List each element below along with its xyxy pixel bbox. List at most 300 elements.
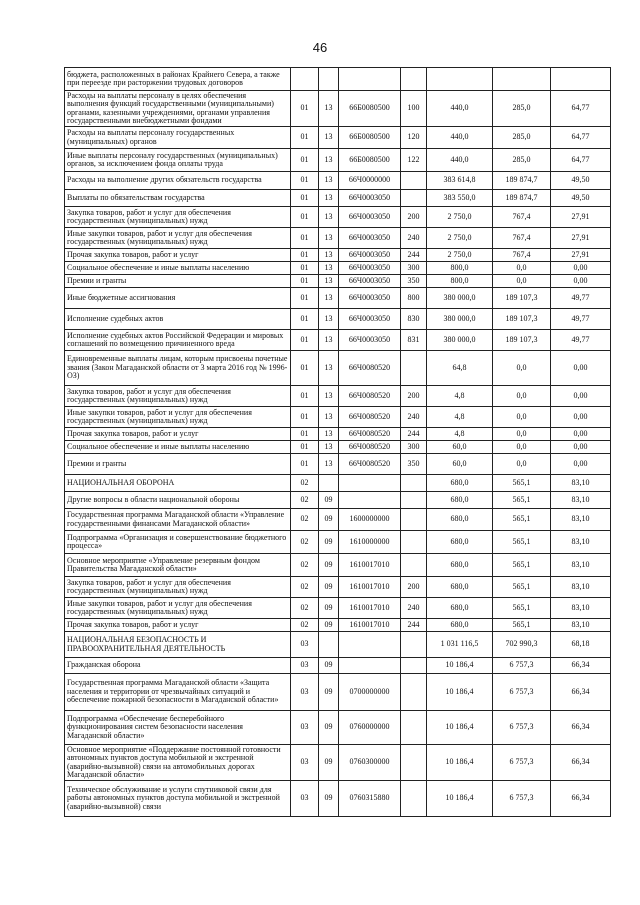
row-section: 01 [291, 428, 319, 441]
row-percent: 66,34 [551, 658, 611, 674]
row-section: 01 [291, 190, 319, 207]
table-row [65, 190, 611, 207]
row-target-code: 66Ч0080520 [339, 407, 401, 428]
row-expense-type [401, 745, 427, 781]
row-executed: 0,0 [493, 386, 551, 407]
row-target-code [339, 632, 401, 658]
row-name: Расходы на выполнение других обязательств государства [65, 172, 291, 190]
row-name: бюджета, расположенных в районах Крайнего Севера, а также при переезде при расторжении трудовых договоров [65, 68, 291, 91]
row-executed: 189 874,7 [493, 190, 551, 207]
row-expense-type [401, 190, 427, 207]
row-expense-type [401, 172, 427, 190]
row-subsection: 13 [319, 428, 339, 441]
row-section: 02 [291, 577, 319, 598]
table-row [65, 309, 611, 330]
row-subsection: 13 [319, 127, 339, 149]
row-target-code: 0760300000 [339, 745, 401, 781]
row-expense-type: 240 [401, 598, 427, 619]
row-name: Социальное обеспечение и иные выплаты населению [65, 262, 291, 275]
row-expense-type: 350 [401, 454, 427, 475]
row-subsection: 13 [319, 288, 339, 309]
row-target-code: 66Ч0080520 [339, 441, 401, 454]
row-expense-type: 831 [401, 330, 427, 351]
row-name: Гражданская оборона [65, 658, 291, 674]
row-expense-type [401, 632, 427, 658]
row-subsection: 13 [319, 228, 339, 249]
row-name: Иные закупки товаров, работ и услуг для обеспечения государственных (муниципальных) нужд [65, 407, 291, 428]
row-expense-type: 244 [401, 619, 427, 632]
row-percent: 83,10 [551, 554, 611, 577]
row-subsection [319, 68, 339, 91]
row-expense-type [401, 475, 427, 492]
row-section: 01 [291, 172, 319, 190]
row-section: 02 [291, 598, 319, 619]
row-name: Расходы на выплаты персоналу государственных (муниципальных) органов [65, 127, 291, 149]
row-section: 01 [291, 149, 319, 172]
table-row [65, 492, 611, 509]
row-executed: 565,1 [493, 475, 551, 492]
row-target-code: 66Ч0003050 [339, 228, 401, 249]
row-target-code: 0700000000 [339, 674, 401, 711]
row-section: 01 [291, 441, 319, 454]
row-name: Государственная программа Магаданской области «Управление государственными финансами Магаданской области» [65, 509, 291, 531]
budget-table [64, 67, 611, 817]
table-row [65, 428, 611, 441]
row-subsection: 09 [319, 577, 339, 598]
row-target-code: 66Ч0003050 [339, 309, 401, 330]
row-target-code: 66Ч0003050 [339, 262, 401, 275]
row-percent: 83,10 [551, 577, 611, 598]
row-approved: 1 031 116,5 [427, 632, 493, 658]
row-approved: 2 750,0 [427, 228, 493, 249]
row-name: Социальное обеспечение и иные выплаты населению [65, 441, 291, 454]
row-subsection: 09 [319, 598, 339, 619]
row-name: Исполнение судебных актов Российской Федерации и мировых соглашений по возмещению причиненного вреда [65, 330, 291, 351]
row-section: 03 [291, 781, 319, 817]
row-expense-type [401, 554, 427, 577]
row-subsection: 13 [319, 207, 339, 228]
row-approved: 60,0 [427, 441, 493, 454]
row-subsection: 13 [319, 91, 339, 127]
row-executed: 285,0 [493, 127, 551, 149]
row-section: 01 [291, 91, 319, 127]
table-row [65, 149, 611, 172]
row-subsection: 13 [319, 454, 339, 475]
row-expense-type: 122 [401, 149, 427, 172]
row-name: Государственная программа Магаданской области «Защита населения и территории от чрезвычайных ситуаций и обеспечение пожарной безопасности в Магаданской области» [65, 674, 291, 711]
table-row [65, 781, 611, 817]
row-target-code: 1600000000 [339, 509, 401, 531]
row-percent: 66,34 [551, 674, 611, 711]
row-target-code: 66Ч0003050 [339, 288, 401, 309]
row-target-code: 66Ч0003050 [339, 330, 401, 351]
row-expense-type [401, 492, 427, 509]
row-expense-type: 240 [401, 407, 427, 428]
row-approved: 680,0 [427, 619, 493, 632]
table-row [65, 207, 611, 228]
row-executed: 702 990,3 [493, 632, 551, 658]
table-row [65, 658, 611, 674]
row-section: 01 [291, 351, 319, 386]
row-executed: 0,0 [493, 262, 551, 275]
table-row [65, 441, 611, 454]
row-subsection [319, 475, 339, 492]
row-percent: 0,00 [551, 351, 611, 386]
row-approved: 680,0 [427, 475, 493, 492]
row-name: Иные бюджетные ассигнования [65, 288, 291, 309]
row-executed: 565,1 [493, 598, 551, 619]
row-section: 03 [291, 632, 319, 658]
row-approved: 64,8 [427, 351, 493, 386]
row-expense-type [401, 781, 427, 817]
row-subsection: 09 [319, 554, 339, 577]
row-percent: 83,10 [551, 475, 611, 492]
row-approved: 383 614,8 [427, 172, 493, 190]
row-name: Выплаты по обязательствам государства [65, 190, 291, 207]
row-name: Прочая закупка товаров, работ и услуг [65, 428, 291, 441]
row-subsection: 13 [319, 190, 339, 207]
row-section: 02 [291, 619, 319, 632]
row-executed: 565,1 [493, 619, 551, 632]
row-expense-type: 100 [401, 91, 427, 127]
table-row [65, 228, 611, 249]
row-expense-type [401, 531, 427, 554]
row-section: 02 [291, 531, 319, 554]
row-subsection [319, 632, 339, 658]
row-executed: 6 757,3 [493, 658, 551, 674]
row-name: Единовременные выплаты лицам, которым присвоены почетные звания (Закон Магаданской области от 3 марта 2016 год № 1996-ОЗ) [65, 351, 291, 386]
row-name: Иные закупки товаров, работ и услуг для обеспечения государственных (муниципальных) нужд [65, 598, 291, 619]
table-row [65, 172, 611, 190]
row-percent: 83,10 [551, 509, 611, 531]
row-executed: 767,4 [493, 228, 551, 249]
row-percent: 64,77 [551, 149, 611, 172]
row-subsection: 13 [319, 441, 339, 454]
row-section: 03 [291, 711, 319, 745]
row-section: 01 [291, 228, 319, 249]
table-row [65, 275, 611, 288]
row-percent: 49,77 [551, 309, 611, 330]
row-subsection: 13 [319, 386, 339, 407]
row-executed: 565,1 [493, 531, 551, 554]
row-percent: 0,00 [551, 428, 611, 441]
table-row [65, 554, 611, 577]
row-name: Основное мероприятие «Поддержание постоянной готовности автономных пунктов доступа мобильной и экстренной (аварийно-вызывной) связи на автомобильных дорогах Магаданской области» [65, 745, 291, 781]
row-section [291, 68, 319, 91]
row-subsection: 09 [319, 509, 339, 531]
row-target-code [339, 658, 401, 674]
table-row [65, 577, 611, 598]
page-number: 46 [312, 40, 328, 55]
row-percent: 0,00 [551, 262, 611, 275]
row-percent: 83,10 [551, 619, 611, 632]
row-executed: 189 874,7 [493, 172, 551, 190]
table-row [65, 509, 611, 531]
row-executed: 6 757,3 [493, 711, 551, 745]
row-approved: 2 750,0 [427, 249, 493, 262]
row-section: 01 [291, 288, 319, 309]
row-percent: 68,18 [551, 632, 611, 658]
row-approved: 680,0 [427, 554, 493, 577]
row-executed: 6 757,3 [493, 745, 551, 781]
row-expense-type: 300 [401, 262, 427, 275]
row-name: Прочая закупка товаров, работ и услуг [65, 249, 291, 262]
row-approved: 10 186,4 [427, 711, 493, 745]
row-percent: 0,00 [551, 386, 611, 407]
row-percent: 0,00 [551, 441, 611, 454]
table-row [65, 632, 611, 658]
row-name: Закупка товаров, работ и услуг для обеспечения государственных (муниципальных) нужд [65, 386, 291, 407]
table-row [65, 127, 611, 149]
row-target-code: 66Ч0003050 [339, 190, 401, 207]
row-expense-type: 200 [401, 207, 427, 228]
row-target-code [339, 475, 401, 492]
table-row [65, 351, 611, 386]
row-name: Прочая закупка товаров, работ и услуг [65, 619, 291, 632]
row-percent: 27,91 [551, 249, 611, 262]
row-target-code: 66Б0080500 [339, 149, 401, 172]
row-name: Другие вопросы в области национальной обороны [65, 492, 291, 509]
row-expense-type: 244 [401, 428, 427, 441]
row-subsection: 13 [319, 149, 339, 172]
row-target-code: 1610017010 [339, 598, 401, 619]
row-section: 03 [291, 658, 319, 674]
row-subsection: 13 [319, 407, 339, 428]
row-target-code: 66Ч0080520 [339, 428, 401, 441]
row-approved: 10 186,4 [427, 658, 493, 674]
row-name: Подпрограмма «Обеспечение бесперебойного функционирования систем безопасности населения Магаданской области» [65, 711, 291, 745]
row-name: Техническое обслуживание и услуги спутниковой связи для работы автономных пунктов доступа мобильной и экстренной (аварийно-вызывной) связи [65, 781, 291, 817]
table-row [65, 407, 611, 428]
row-percent [551, 68, 611, 91]
row-target-code: 0760315880 [339, 781, 401, 817]
row-target-code: 66Б0080500 [339, 91, 401, 127]
row-name: НАЦИОНАЛЬНАЯ БЕЗОПАСНОСТЬ И ПРАВООХРАНИТЕЛЬНАЯ ДЕЯТЕЛЬНОСТЬ [65, 632, 291, 658]
row-section: 01 [291, 249, 319, 262]
row-subsection: 09 [319, 745, 339, 781]
row-percent: 49,50 [551, 172, 611, 190]
row-expense-type: 244 [401, 249, 427, 262]
row-executed [493, 68, 551, 91]
table-row [65, 249, 611, 262]
row-name: Закупка товаров, работ и услуг для обеспечения государственных (муниципальных) нужд [65, 207, 291, 228]
row-section: 01 [291, 309, 319, 330]
row-executed: 0,0 [493, 454, 551, 475]
row-name: Иные закупки товаров, работ и услуг для обеспечения государственных (муниципальных) нужд [65, 228, 291, 249]
row-executed: 0,0 [493, 441, 551, 454]
row-subsection: 13 [319, 172, 339, 190]
row-name: Подпрограмма «Организация и совершенствование бюджетного процесса» [65, 531, 291, 554]
row-section: 01 [291, 127, 319, 149]
row-percent: 64,77 [551, 91, 611, 127]
table-row [65, 475, 611, 492]
row-subsection: 09 [319, 781, 339, 817]
row-percent: 66,34 [551, 711, 611, 745]
row-approved: 380 000,0 [427, 288, 493, 309]
row-section: 01 [291, 262, 319, 275]
row-name: Премии и гранты [65, 454, 291, 475]
row-approved: 4,8 [427, 407, 493, 428]
row-approved: 680,0 [427, 509, 493, 531]
row-executed: 565,1 [493, 577, 551, 598]
row-approved: 440,0 [427, 91, 493, 127]
row-target-code: 0760000000 [339, 711, 401, 745]
row-executed: 767,4 [493, 207, 551, 228]
row-approved: 2 750,0 [427, 207, 493, 228]
row-target-code: 66Ч0000000 [339, 172, 401, 190]
row-approved: 380 000,0 [427, 330, 493, 351]
row-target-code: 66Б0080500 [339, 127, 401, 149]
row-target-code: 1610017010 [339, 577, 401, 598]
row-subsection: 09 [319, 711, 339, 745]
row-expense-type [401, 509, 427, 531]
row-approved: 440,0 [427, 149, 493, 172]
row-approved: 440,0 [427, 127, 493, 149]
row-executed: 0,0 [493, 407, 551, 428]
row-target-code: 66Ч0003050 [339, 249, 401, 262]
row-approved: 380 000,0 [427, 309, 493, 330]
row-name: Расходы на выплаты персоналу в целях обеспечения выполнения функций государственными (муниципальными) органами, казенными учреждениями, органами управления государственными внебюджетными фондами [65, 91, 291, 127]
row-section: 02 [291, 492, 319, 509]
row-target-code [339, 492, 401, 509]
row-section: 03 [291, 745, 319, 781]
row-executed: 0,0 [493, 351, 551, 386]
table-row [65, 674, 611, 711]
row-target-code: 66Ч0080520 [339, 386, 401, 407]
row-subsection: 09 [319, 674, 339, 711]
row-percent: 66,34 [551, 745, 611, 781]
row-percent: 0,00 [551, 275, 611, 288]
row-target-code: 1610017010 [339, 554, 401, 577]
row-section: 01 [291, 330, 319, 351]
row-expense-type: 800 [401, 288, 427, 309]
row-name: Премии и гранты [65, 275, 291, 288]
row-approved: 10 186,4 [427, 745, 493, 781]
row-approved: 680,0 [427, 531, 493, 554]
row-percent: 27,91 [551, 207, 611, 228]
table-row [65, 91, 611, 127]
row-executed: 285,0 [493, 91, 551, 127]
row-section: 03 [291, 674, 319, 711]
row-percent: 83,10 [551, 531, 611, 554]
table-row [65, 262, 611, 275]
row-section: 01 [291, 454, 319, 475]
row-section: 01 [291, 407, 319, 428]
row-subsection: 09 [319, 492, 339, 509]
row-expense-type: 120 [401, 127, 427, 149]
row-subsection: 13 [319, 330, 339, 351]
row-section: 02 [291, 509, 319, 531]
row-approved: 680,0 [427, 598, 493, 619]
row-subsection: 09 [319, 531, 339, 554]
table-row [65, 288, 611, 309]
row-name: Иные выплаты персоналу государственных (муниципальных) органов, за исключением фонда оплаты труда [65, 149, 291, 172]
row-percent: 66,34 [551, 781, 611, 817]
row-subsection: 09 [319, 658, 339, 674]
row-target-code: 66Ч0080520 [339, 351, 401, 386]
row-subsection: 13 [319, 262, 339, 275]
row-expense-type: 240 [401, 228, 427, 249]
row-executed: 189 107,3 [493, 309, 551, 330]
row-expense-type: 300 [401, 441, 427, 454]
row-approved: 4,8 [427, 428, 493, 441]
row-expense-type: 830 [401, 309, 427, 330]
row-expense-type [401, 351, 427, 386]
table-row [65, 711, 611, 745]
row-section: 02 [291, 554, 319, 577]
row-target-code: 66Ч0003050 [339, 275, 401, 288]
row-percent: 27,91 [551, 228, 611, 249]
table-row [65, 330, 611, 351]
row-target-code: 66Ч0080520 [339, 454, 401, 475]
row-subsection: 13 [319, 351, 339, 386]
row-approved: 4,8 [427, 386, 493, 407]
row-executed: 565,1 [493, 554, 551, 577]
row-target-code: 1610000000 [339, 531, 401, 554]
row-subsection: 13 [319, 275, 339, 288]
row-executed: 565,1 [493, 492, 551, 509]
row-approved [427, 68, 493, 91]
table-row [65, 598, 611, 619]
row-expense-type: 200 [401, 577, 427, 598]
row-section: 01 [291, 386, 319, 407]
row-target-code [339, 68, 401, 91]
row-name: Основное мероприятие «Управление резервным фондом Правительства Магаданской области» [65, 554, 291, 577]
row-percent: 64,77 [551, 127, 611, 149]
row-percent: 83,10 [551, 598, 611, 619]
table-row [65, 619, 611, 632]
row-expense-type: 350 [401, 275, 427, 288]
row-name: Исполнение судебных актов [65, 309, 291, 330]
table-row [65, 454, 611, 475]
row-executed: 0,0 [493, 428, 551, 441]
row-expense-type [401, 711, 427, 745]
row-executed: 6 757,3 [493, 674, 551, 711]
row-percent: 83,10 [551, 492, 611, 509]
row-approved: 60,0 [427, 454, 493, 475]
table-row [65, 531, 611, 554]
row-approved: 800,0 [427, 275, 493, 288]
row-percent: 0,00 [551, 407, 611, 428]
row-section: 02 [291, 475, 319, 492]
row-expense-type [401, 674, 427, 711]
row-executed: 285,0 [493, 149, 551, 172]
table-row [65, 68, 611, 91]
row-percent: 49,50 [551, 190, 611, 207]
row-section: 01 [291, 207, 319, 228]
row-executed: 189 107,3 [493, 330, 551, 351]
row-subsection: 13 [319, 309, 339, 330]
row-executed: 6 757,3 [493, 781, 551, 817]
row-expense-type [401, 68, 427, 91]
row-approved: 680,0 [427, 492, 493, 509]
table-row [65, 745, 611, 781]
row-subsection: 13 [319, 249, 339, 262]
row-approved: 800,0 [427, 262, 493, 275]
row-percent: 49,77 [551, 288, 611, 309]
row-approved: 10 186,4 [427, 781, 493, 817]
row-percent: 49,77 [551, 330, 611, 351]
row-target-code: 1610017010 [339, 619, 401, 632]
table-row [65, 386, 611, 407]
row-name: НАЦИОНАЛЬНАЯ ОБОРОНА [65, 475, 291, 492]
row-executed: 189 107,3 [493, 288, 551, 309]
row-target-code: 66Ч0003050 [339, 207, 401, 228]
row-approved: 680,0 [427, 577, 493, 598]
row-section: 01 [291, 275, 319, 288]
row-executed: 565,1 [493, 509, 551, 531]
row-executed: 767,4 [493, 249, 551, 262]
